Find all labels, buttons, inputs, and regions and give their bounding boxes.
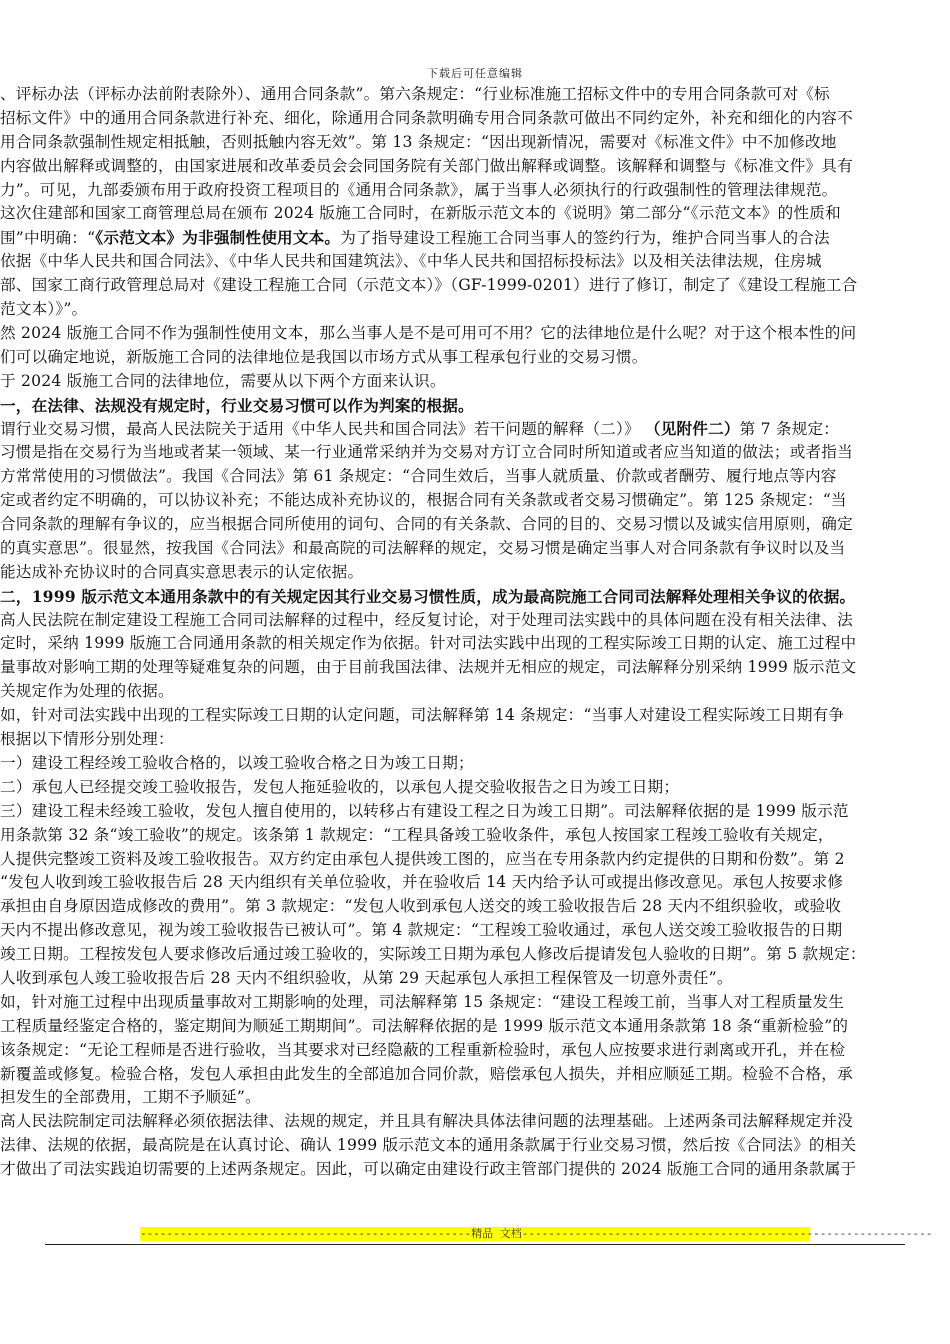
text-line: 部、国家工商行政管理总局对《建设工程施工合同（示范文本）》（GF-1999-0201）进行了修订，制定了《建设工程施工合: [0, 276, 858, 295]
text-line: 天内不提出修改意见，视为竣工验收报告已被认可”。第 4 款规定：“工程竣工验收通过，承包人送交竣工验收报告的日期: [0, 921, 843, 940]
bold-phrase: （见附件二）: [644, 419, 740, 439]
text-line: 用条款第 32 条“竣工验收”的规定。该条第 1 款规定：“工程具备竣工验收条件，承包人按国家工程竣工验收有关规定，: [0, 825, 834, 844]
text-line: 法律、法规的依据，最高院是在认真讨论、确认 1999 版示范文本的通用条款属于行业交易习惯，然后按《合同法》的相关: [0, 1136, 857, 1155]
text-segment: 围”中明确：“: [0, 229, 96, 248]
text-line: [0, 417, 946, 441]
text-line: 招标文件》中的通用合同条款进行补充、细化，除通用合同条款明确专用合同条款可做出不同约定外，补充和细化的内容不: [0, 108, 853, 127]
footer-text: --------------------------------------------------精品 文档--------------------------------------------------------------: [140, 1227, 933, 1240]
text-line: “发包人收到竣工验收报告后 28 天内组织有关单位验收，并在验收后 14 天内给予认可或提出修改意见。承包人按要求修: [0, 873, 844, 892]
text-segment: 谓行业交易习惯，最高人民法院关于适用《中华人民共和国合同法》若干问题的解释（二）》: [0, 420, 645, 439]
text-line: 一）建设工程经竣工验收合格的，以竣工验收合格之日为竣工日期；: [0, 753, 474, 772]
text-line: 二）承包人已经提交竣工验收报告，发包人拖延验收的，以承包人提交验收报告之日为竣工日期；: [0, 777, 680, 796]
text-line: 关规定作为处理的依据。: [0, 682, 174, 701]
text-line: 这次住建部和国家工商管理总局在颁布 2024 版施工合同时，在新版示范文本的《说明》第二部分“《示范文本》的性质和: [0, 204, 841, 223]
text-line: 依据《中华人民共和国合同法》、《中华人民共和国建筑法》、《中华人民共和国招标投标法》以及相关法律法规，住房城: [0, 252, 822, 271]
text-line: 人收到承包人竣工验收报告后 28 天内不组织验收，从第 29 天起承包人承担工程保管及一切意外责任”。: [0, 968, 733, 987]
text-line: 担发生的全部费用，工期不予顺延”。: [0, 1088, 261, 1107]
text-line: 方常常使用的习惯做法”。我国《合同法》第 61 条规定：“合同生效后，当事人就质量、价款或者酬劳、履行地点等内容: [0, 467, 837, 486]
bold-phrase: 《示范文本》为非强制性使用文本。: [95, 228, 341, 248]
text-line: 定时，采纳 1999 版施工合同通用条款的相关规定作为依据。针对司法实践中出现的工程实际竣工日期的认定、施工过程中: [0, 634, 857, 653]
text-line: 然 2024 版施工合同不作为强制性使用文本，那么当事人是不是可用可不用？它的法律地位是什么呢？对于这个根本性的问: [0, 323, 857, 342]
text-line: 范文本）》”。: [0, 300, 88, 319]
text-line: 根据以下情形分别处理：: [0, 730, 174, 749]
text-line: 内容做出解释或调整的，由国家进展和改革委员会会同国务院有关部门做出解释或调整。该解释和调整与《标准文件》具有: [0, 156, 853, 175]
text-line: 新覆盖或修复。检验合格，发包人承担由此发生的全部追加合同价款，赔偿承包人损失，并相应顺延工期。检验不合格，承: [0, 1064, 853, 1083]
text-line: 于 2024 版施工合同的法律地位，需要从以下两个方面来认识。: [0, 371, 446, 390]
text-line: 才做出了司法实践迫切需要的上述两条规定。因此，可以确定由建设行政主管部门提供的 2024 版施工合同的通用条款属于: [0, 1160, 857, 1179]
text-line: 人提供完整竣工资料及竣工验收报告。双方约定由承包人提供竣工图的，应当在专用条款内约定提供的日期和份数”。第 2: [0, 849, 845, 868]
text-line: 高人民法院制定司法解释必须依据法律、法规的规定，并且具有解决具体法律问题的法理基础。上述两条司法解释规定并没: [0, 1112, 853, 1131]
text-line: 一，在法律、法规没有规定时，行业交易习惯可以作为判案的根据。: [0, 395, 474, 415]
text-line: [0, 226, 946, 250]
text-line: 用合同条款强制性规定相抵触，否则抵触内容无效”。第 13 条规定：“因出现新情况，需要对《标准文件》中不加修改地: [0, 132, 837, 151]
text-line: 竣工日期。工程按发包人要求修改后通过竣工验收的，实际竣工日期为承包人修改后提请发包人验收的日期”。第 5 款规定：: [0, 945, 866, 964]
text-line: 的真实意思”。很显然，按我国《合同法》和最高院的司法解释的规定，交易习惯是确定当事人对合同条款有争议时以及当: [0, 538, 846, 557]
text-line: 高人民法院在制定建设工程施工合同司法解释的过程中，经反复讨论，对于处理司法实践中的具体问题在没有相关法律、法: [0, 610, 853, 629]
text-line: 定或者约定不明确的，可以协议补充；不能达成补充协议的，根据合同有关条款或者交易习惯确定”。第 125 条规定：“当: [0, 491, 847, 510]
page-header: 下载后可任意编辑: [427, 67, 523, 80]
text-line: 工程质量经鉴定合格的，鉴定期间为顺延工期期间”。司法解释依据的是 1999 版示范文本通用条款第 18 条“重新检验”的: [0, 1016, 849, 1035]
document-body: [0, 83, 946, 1182]
text-line: 承担由自身原因造成修改的费用”。第 3 款规定：“发包人收到承包人送交的竣工验收报告后 28 天内不组织验收，或验收: [0, 897, 842, 916]
footer-rule: [45, 1244, 905, 1245]
text-line: 合同条款的理解有争议的，应当根据合同所使用的词句、合同的有关条款、合同的目的、交易习惯以及诚实信用原则，确定: [0, 515, 853, 534]
text-line: 能达成补充协议时的合同真实意思表示的认定依据。: [0, 562, 364, 581]
text-line: 如，针对施工过程中出现质量事故对工期影响的处理，司法解释第 15 条规定：“建设工程竣工前，当事人对工程质量发生: [0, 992, 845, 1011]
text-line: 该条规定：“无论工程师是否进行验收，当其要求对已经隐蔽的工程重新检验时，承包人应按要求进行剥离或开孔，并在检: [0, 1040, 846, 1059]
text-line: 、评标办法（评标办法前附表除外）、通用合同条款”。第六条规定：“行业标准施工招标文件中的专用合同条款可对《标: [0, 85, 830, 103]
text-line: 量事故对影响工期的处理等疑难复杂的问题，由于目前我国法律、法规并无相应的规定，司法解释分别采纳 1999 版示范文: [0, 658, 857, 677]
text-line: 们可以确定地说，新版施工合同的法律地位是我国以市场方式从事工程承包行业的交易习惯。: [0, 347, 648, 366]
text-line: 三）建设工程未经竣工验收，发包人擅自使用的，以转移占有建设工程之日为竣工日期”。司法解释依据的是 1999 版示范: [0, 801, 849, 820]
text-segment: 第 7 条规定：: [739, 420, 840, 439]
text-line: 如，针对司法实践中出现的工程实际竣工日期的认定问题，司法解释第 14 条规定：“当事人对建设工程实际竣工日期有争: [0, 706, 845, 725]
text-segment: 为了指导建设工程施工合同当事人的签约行为，维护合同当事人的合法: [340, 229, 830, 248]
text-line: 力”。可见，九部委颁布用于政府投资工程项目的《通用合同条款》，属于当事人必须执行的行政强制性的管理法律规范。: [0, 180, 838, 199]
text-line: 二，1999 版示范文本通用条款中的有关规定因其行业交易习惯性质，成为最高院施工合同司法解释处理相关争议的依据。: [0, 586, 856, 606]
text-line: 习惯是指在交易行为当地或者某一领域、某一行业通常采纳并为交易对方订立合同时所知道或者应当知道的做法；或者指当: [0, 443, 853, 462]
